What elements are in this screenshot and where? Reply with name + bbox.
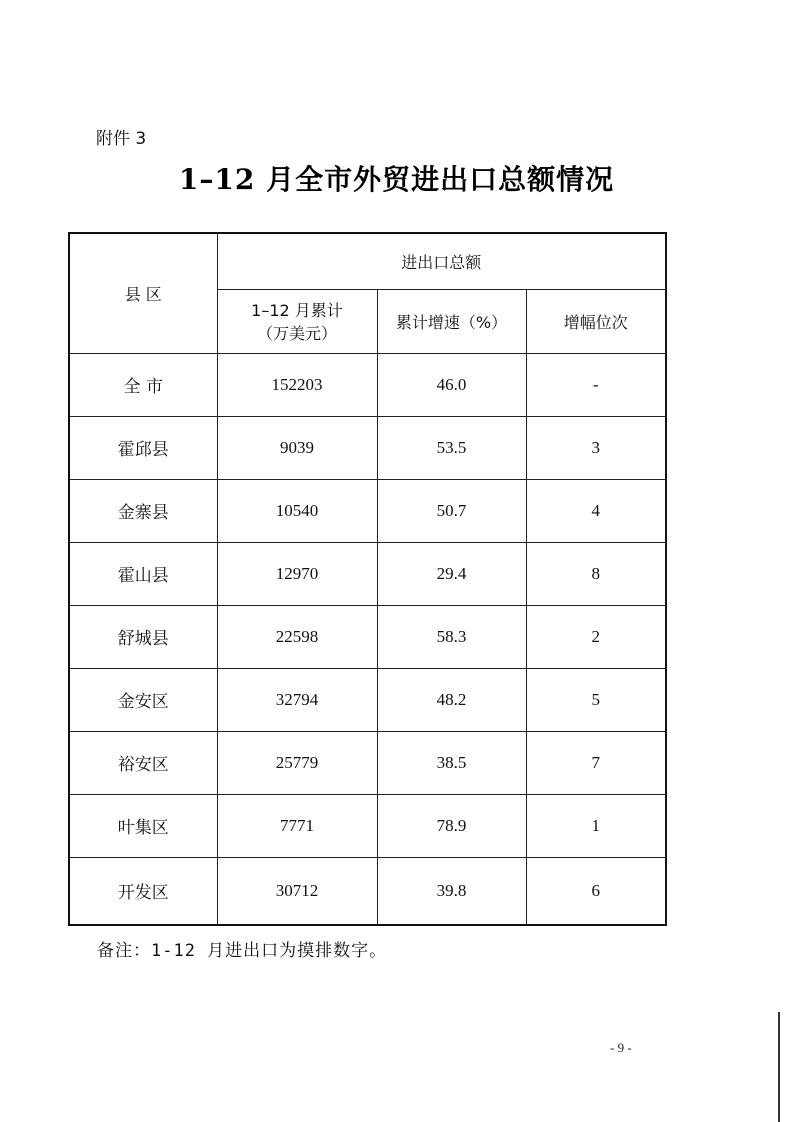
row-rank: 3 <box>526 416 666 479</box>
table-row <box>69 353 666 416</box>
row-rank: 1 <box>526 794 666 857</box>
row-value: 32794 <box>217 668 377 731</box>
header-region: 县 区 <box>69 233 217 353</box>
row-region: 霍山县 <box>69 542 217 605</box>
row-region: 舒城县 <box>69 605 217 668</box>
row-rank: 5 <box>526 668 666 731</box>
row-region: 裕安区 <box>69 731 217 794</box>
row-rank: - <box>526 353 666 416</box>
row-value: 12970 <box>217 542 377 605</box>
row-region: 金寨县 <box>69 479 217 542</box>
row-value: 30712 <box>217 857 377 925</box>
row-value: 9039 <box>217 416 377 479</box>
row-growth: 38.5 <box>377 731 526 794</box>
row-growth: 29.4 <box>377 542 526 605</box>
row-growth: 58.3 <box>377 605 526 668</box>
row-region: 霍邱县 <box>69 416 217 479</box>
row-value: 152203 <box>217 353 377 416</box>
row-growth: 39.8 <box>377 857 526 925</box>
row-value: 25779 <box>217 731 377 794</box>
page-number: - 9 - <box>610 1040 632 1055</box>
row-region: 叶集区 <box>69 794 217 857</box>
table-row <box>69 479 666 542</box>
row-growth: 46.0 <box>377 353 526 416</box>
row-rank: 8 <box>526 542 666 605</box>
row-value: 22598 <box>217 605 377 668</box>
header-cumulative-line1: 1–12 月累计 <box>251 301 343 320</box>
row-rank: 2 <box>526 605 666 668</box>
row-growth: 50.7 <box>377 479 526 542</box>
header-growth: 累计增速（%） <box>377 289 526 353</box>
table-row <box>69 416 666 479</box>
row-growth: 48.2 <box>377 668 526 731</box>
row-value: 7771 <box>217 794 377 857</box>
table-row <box>69 794 666 857</box>
row-region: 全 市 <box>69 353 217 416</box>
row-rank: 6 <box>526 857 666 925</box>
table-row <box>69 857 666 925</box>
header-cumulative-line2: （万美元） <box>256 324 337 343</box>
row-growth: 53.5 <box>377 416 526 479</box>
trade-table <box>68 232 667 926</box>
row-region: 金安区 <box>69 668 217 731</box>
table-row <box>69 605 666 668</box>
row-rank: 4 <box>526 479 666 542</box>
table-row <box>69 668 666 731</box>
footnote: 备注：1-12 月进出口为摸排数字。 <box>97 941 388 961</box>
table-row <box>69 731 666 794</box>
header-total-group: 进出口总额 <box>217 233 666 289</box>
row-growth: 78.9 <box>377 794 526 857</box>
page-title: 1–12 月全市外贸进出口总额情况 <box>178 163 615 196</box>
row-rank: 7 <box>526 731 666 794</box>
header-rank: 增幅位次 <box>526 289 666 353</box>
scan-edge-line <box>778 1012 780 1122</box>
table-row <box>69 542 666 605</box>
row-region: 开发区 <box>69 857 217 925</box>
attachment-label: 附件 3 <box>96 129 147 149</box>
row-value: 10540 <box>217 479 377 542</box>
header-cumulative <box>217 289 377 353</box>
